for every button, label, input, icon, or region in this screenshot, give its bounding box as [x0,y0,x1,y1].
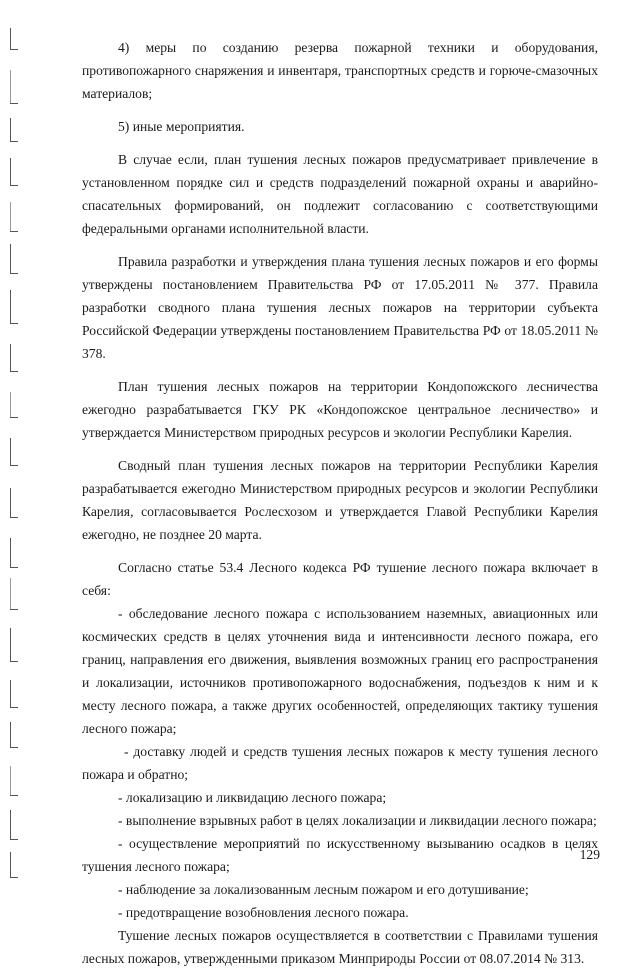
list-item-4: 4) меры по созданию резерва пожарной техники и оборудования, противопожарного снаряжения и инвентаря, транспортных средств и горюче-смазочных материалов; [82,40,598,101]
list-item-prevention: - предотвращение возобновления лесного пожара. [118,905,409,920]
paragraph-kondopoga-plan: План тушения лесных пожаров на территории Кондопожского лесничества ежегодно разрабатывается ГКУ РК «Кондопожское центральное лесничество» и утверждается Министерством природных ресурсов и экологии Республики Карелия. [82,379,598,440]
list-item-localization: - локализацию и ликвидацию лесного пожара; [118,790,387,805]
paragraph-rules: Правила разработки и утверждения плана тушения лесных пожаров и его формы утверждены постановлением Правительства РФ от 17.05.2011 № 377. Правила разработки сводного плана тушения лесных пожаров на территории субъекта Российской Федерации утверждены постановлением Правительства РФ от 18.05.2011 № 378. [82,254,598,361]
list-item-blasting: - выполнение взрывных работ в целях локализации и ликвидации лесного пожара; [118,813,597,828]
binding-margin-marks [6,0,26,905]
margin-tick [10,70,20,104]
paragraph-article-534: Согласно статье 53.4 Лесного кодекса РФ тушение лесного пожара включает в себя: [82,560,598,598]
margin-tick [10,578,20,610]
margin-tick [10,28,20,50]
page-number: 129 [579,847,600,862]
paragraph-coordination: В случае если, план тушения лесных пожаров предусматривает привлечение в установленном порядке сил и средств подразделений пожарной охраны и аварийно-спасательных формирований, он подлежит согласованию с соответствующими федеральными органами исполнительной власти. [82,152,598,236]
list-item-survey: - обследование лесного пожара с использованием наземных, авиационных или космических средств в целях уточнения вида и интенсивности лесного пожара, его границ, направления его движения, выявления возможных границ его распространения и локализации, источников противопожарного водоснабжения, подъездов к ним и к месту лесного пожара, а также других особенностей, определяющих тактику тушения лесного пожара; [82,606,598,736]
list-item-delivery: - доставку людей и средств тушения лесных пожаров к месту тушения лесного пожара и обратно; [82,744,598,782]
margin-tick [10,202,20,232]
margin-tick [10,158,20,186]
margin-tick [10,438,20,466]
list-item-observation: - наблюдение за локализованным лесным пожаром и его дотушивание; [118,882,529,897]
list-item-precipitation: - осуществление мероприятий по искусственному вызыванию осадков в целях тушения лесного пожара; [82,836,598,874]
margin-tick [10,244,20,274]
margin-tick [10,852,20,878]
margin-tick [10,722,20,748]
margin-tick [10,488,20,518]
margin-tick [10,628,20,662]
margin-tick [10,290,20,324]
margin-tick [10,344,20,372]
margin-tick [10,392,20,418]
paragraph-extinguishing-rules: Тушение лесных пожаров осуществляется в соответствии с Правилами тушения лесных пожаров, утвержденными приказом Минприроды России от 08.07.2014 № 313. [82,928,598,966]
paragraph-consolidated-plan: Сводный план тушения лесных пожаров на территории Республики Карелия разрабатывается ежегодно Министерством природных ресурсов и экологии Республики Карелия, согласовывается Рослесхозом и утверждается Главой Республики Карелия ежегодно, не позднее 20 марта. [82,458,598,542]
list-item-5: 5) иные мероприятия. [118,119,245,134]
margin-tick [10,680,20,708]
margin-tick [10,766,20,796]
margin-tick [10,118,20,142]
document-body [82,36,598,970]
margin-tick [10,810,20,840]
margin-tick [10,538,20,568]
